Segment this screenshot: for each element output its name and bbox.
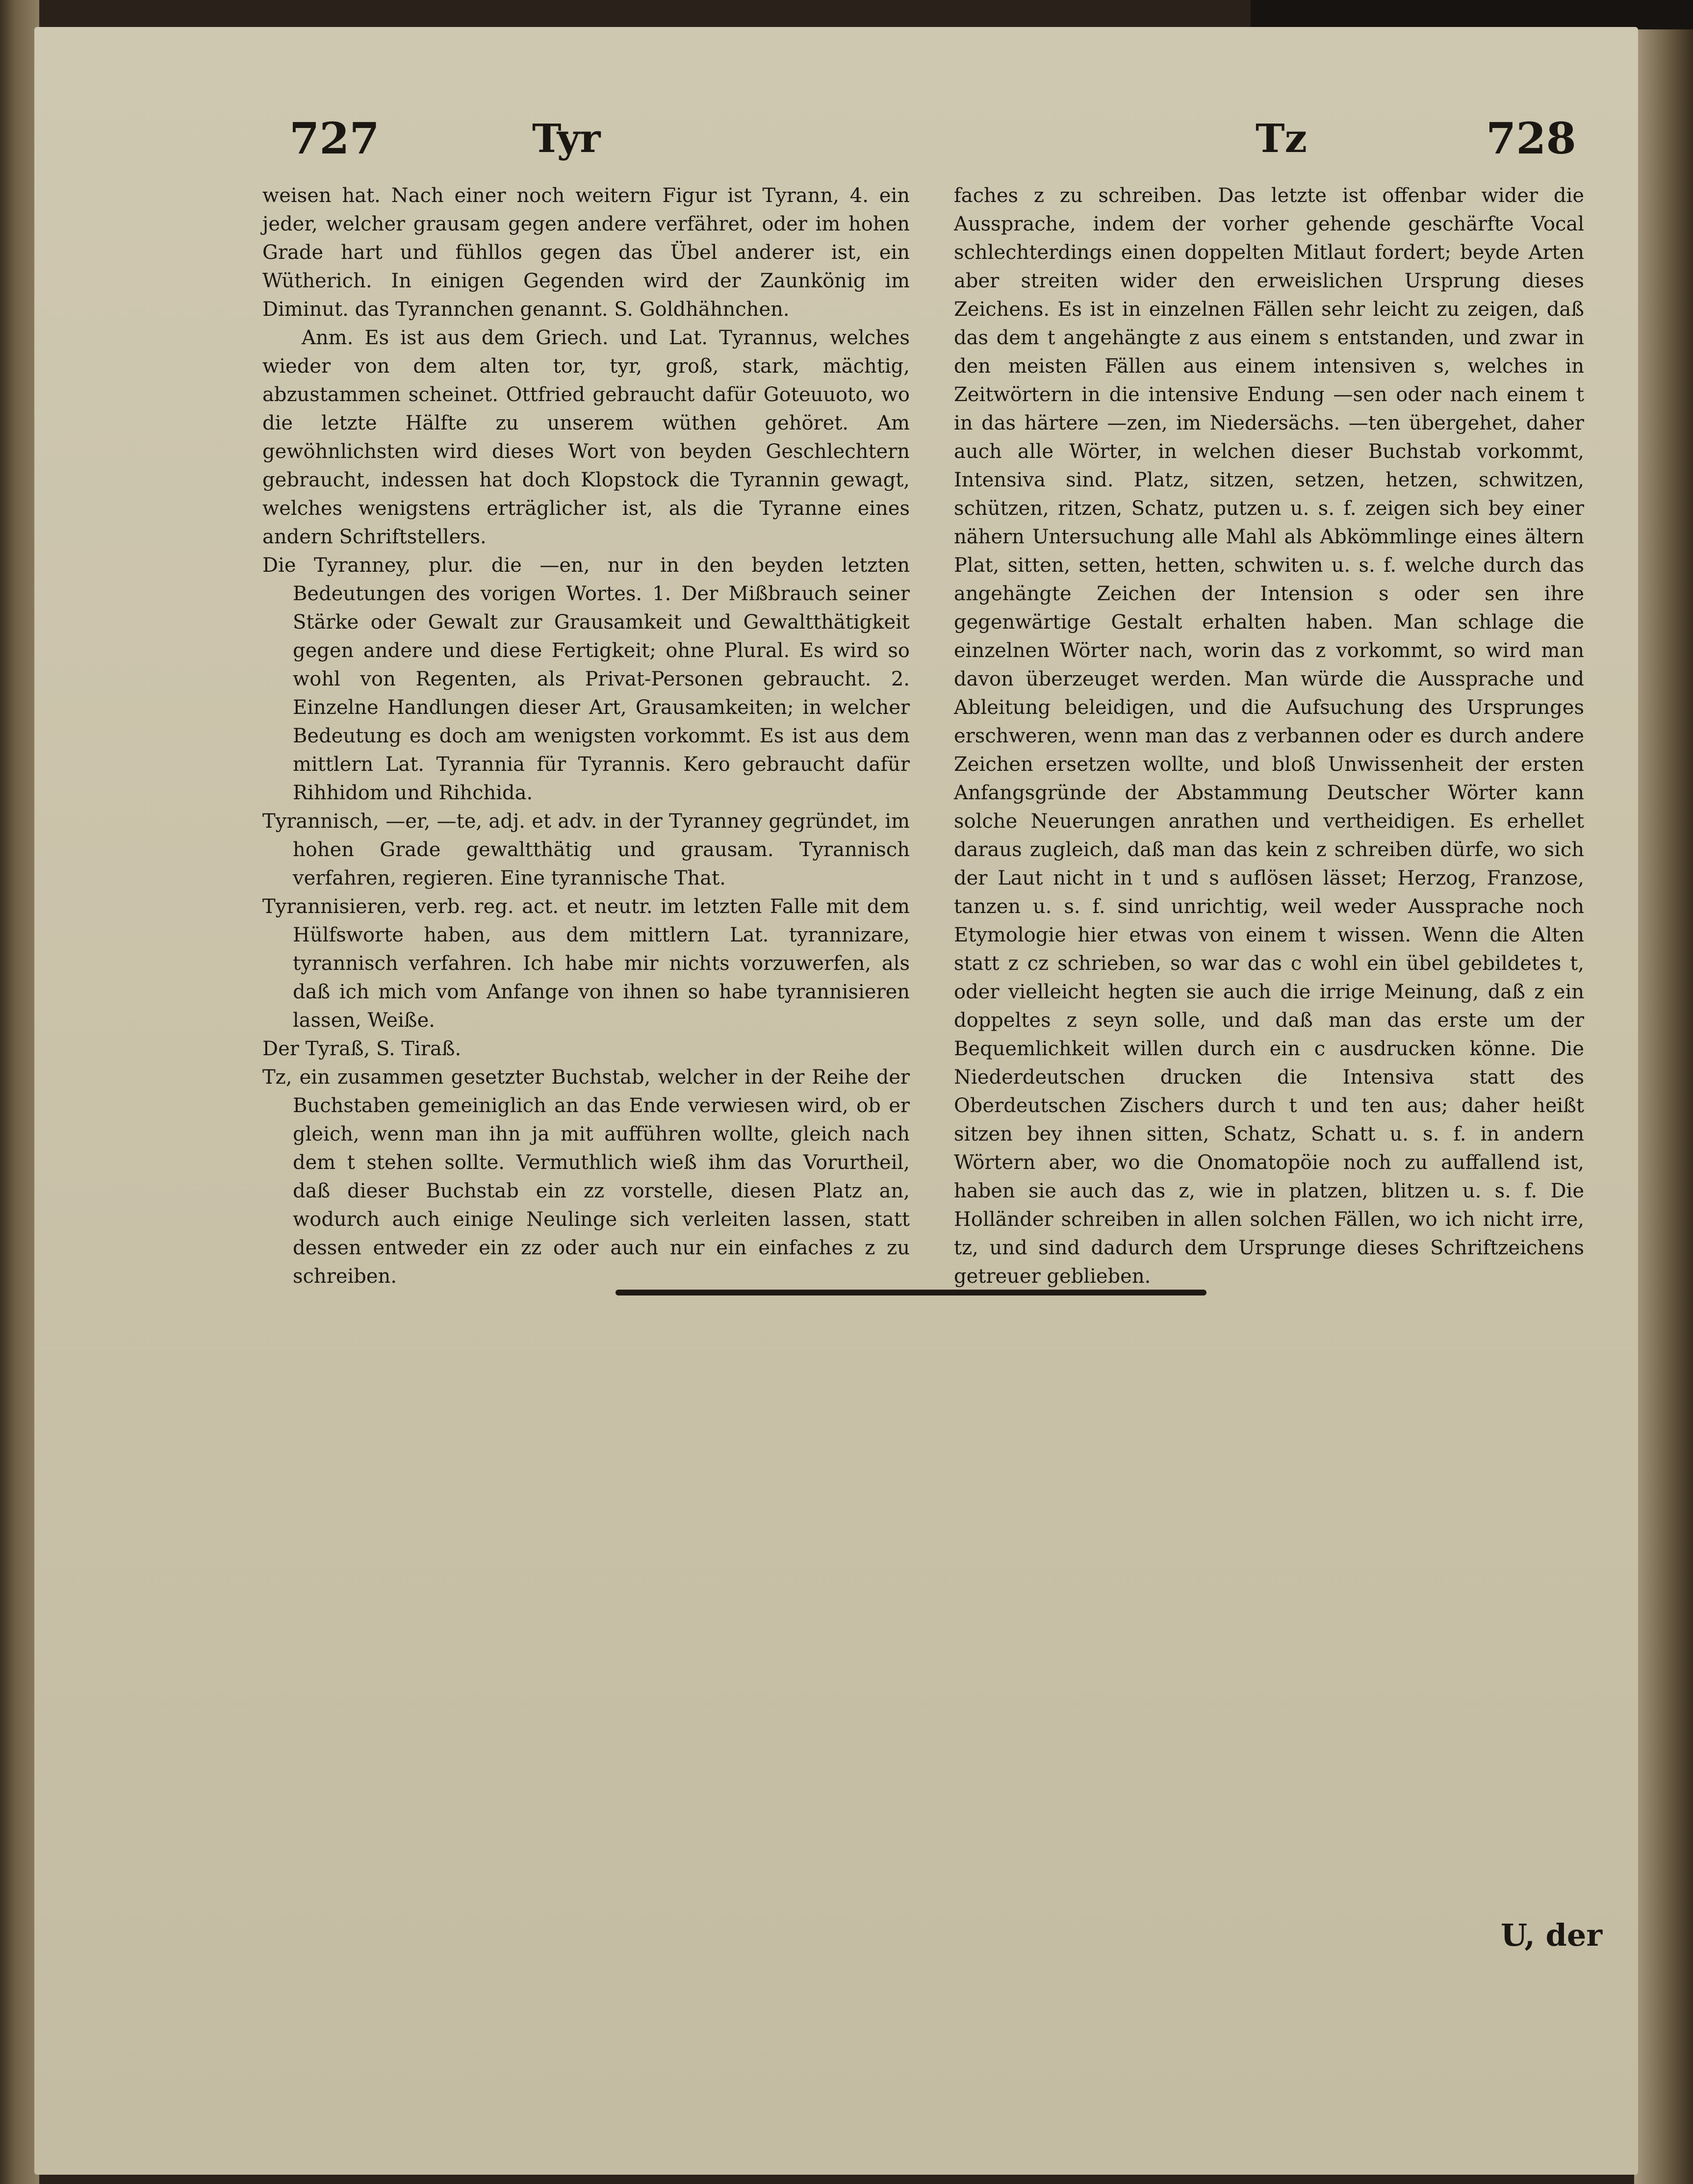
annotation-paragraph: Anm. Es ist aus dem Griech. und Lat. Tyrannus, welches wieder von dem alten tor, tyr, groß, stark, mächtig, abzustammen scheinet. Ottfried gebraucht dafür Goteuuoto, wo die letzte Hälfte zu unserem wüthen gehöret. Am gewöhnlichsten wird dieses Wort von beyden Geschlechtern gebraucht, indessen hat doch Klopstock die Tyrannin gewagt, welches wenigstens erträglicher ist, als die Tyranne eines andern Schriftstellers. xyxy=(262,327,910,548)
right-column xyxy=(954,181,1584,1291)
left-page-number: 727 xyxy=(289,113,380,164)
right-guide-word: Tz xyxy=(1256,115,1307,161)
dictionary-entry-tyranney: Die Tyranney, plur. die —en, nur in den beyden letzten Bedeutungen des vorigen Wortes. 1. Der Mißbrauch seiner Stärke oder Gewalt zur Grausamkeit und Gewaltthätigkeit gegen andere und diese Fertigkeit; ohne Plural. Es wird so wohl von Regenten, als Privat-Personen gebraucht. 2. Einzelne Handlungen dieser Art, Grausamkeiten; in welcher Bedeutung es doch am wenigsten vorkommt. Es ist aus dem mittlern Lat. Tyrannia für Tyrannis. Kero gebraucht dafür Rihhidom und Rihchida. xyxy=(262,554,910,804)
dictionary-entry-tyrannisch: Tyrannisch, —er, —te, adj. et adv. in der Tyranney gegründet, im hohen Grade gewaltthätig und grausam. Tyrannisch verfahren, regieren. Eine tyrannische That. xyxy=(262,810,910,889)
right-page-number: 728 xyxy=(1486,113,1576,164)
book-spine-left-edge xyxy=(0,0,39,2184)
section-divider-rule xyxy=(616,1290,1206,1295)
paragraph: weisen hat. Nach einer noch weitern Figur ist Tyrann, 4. ein jeder, welcher grausam gegen andere verfähret, oder im hohen Grade hart und fühllos gegen das Übel anderer ist, ein Wütherich. In einigen Gegenden wird der Zaunkönig im Diminut. das Tyrannchen genannt. S. Goldhähnchen. xyxy=(262,184,910,321)
left-guide-word: Tyr xyxy=(532,115,601,161)
catchword: U, der xyxy=(1501,1917,1603,1953)
left-column xyxy=(262,181,910,1291)
dictionary-entry-tyrannisieren: Tyrannisieren, verb. reg. act. et neutr. im letzten Falle mit dem Hülfsworte haben, aus dem mittlern Lat. tyrannizare, tyrannisch verfahren. Ich habe mir nichts vorzuwerfen, als daß ich mich vom Anfange von ihnen so habe tyrannisieren lassen, Weiße. xyxy=(262,895,910,1032)
book-page-right-edge xyxy=(1634,29,1693,2184)
dictionary-entry-tz: Tz, ein zusammen gesetzter Buchstab, welcher in der Reihe der Buchstaben gemeiniglich an das Ende verwiesen wird, ob er gleich, wenn man ihn ja mit aufführen wollte, gleich nach dem t stehen sollte. Vermuthlich wieß ihm das Vorurtheil, daß dieser Buchstab ein zz vorstelle, diesen Platz an, wodurch auch einige Neulinge sich verleiten lassen, statt dessen entweder ein zz oder auch nur ein einfaches z zu schreiben. xyxy=(262,1066,910,1288)
paragraph: faches z zu schreiben. Das letzte ist offenbar wider die Aussprache, indem der vorher gehende geschärfte Vocal schlechterdings einen doppelten Mitlaut fordert; beyde Arten aber streiten wider den erweislichen Ursprung dieses Zeichens. Es ist in einzelnen Fällen sehr leicht zu zeigen, daß das dem t angehängte z aus einem s entstanden, und zwar in den meisten Fällen aus einem intensiven s, welches in Zeitwörtern in die intensive Endung —sen oder nach einem t in das härtere —zen, im Niedersächs. —ten übergehet, daher auch alle Wörter, in welchen dieser Buchstab vorkommt, Intensiva sind. Platz, sitzen, setzen, hetzen, schwitzen, schützen, ritzen, Schatz, putzen u. s. f. zeigen sich bey einer nähern Untersuchung alle Mahl als Abkömmlinge eines ältern Plat, sitten, setten, hetten, schwiten u. s. f. welche durch das angehängte Zeichen der Intension s oder sen ihre gegenwärtige Gestalt erhalten haben. Man schlage die einzelnen Wörter nach, worin das z vorkommt, so wird man davon überzeuget werden. Man würde die Aussprache und Ableitung beleidigen, und die Aufsuchung des Ursprunges erschweren, wenn man das z verbannen oder es durch andere Zeichen ersetzen wollte, und bloß Unwissenheit der ersten Anfangsgründe der Abstammung Deutscher Wörter kann solche Neuerungen anrathen und vertheidigen. Es erhellet daraus zugleich, daß man das kein z schreiben dürfe, wo sich der Laut nicht in t und s auflösen lässet; Herzog, Franzose, tanzen u. s. f. sind unrichtig, weil weder Aussprache noch Etymologie hier etwas von einem t wissen. Wenn die Alten statt z cz schrieben, so war das c wohl ein übel gebildetes t, oder vielleicht hegten sie auch die irrige Meinung, daß z ein doppeltes z seyn solle, und daß man das erste um der Bequemlichkeit willen durch ein c ausdrucken könne. Die Niederdeutschen drucken die Intensiva statt des Oberdeutschen Zischers durch t und ten aus; daher heißt sitzen bey ihnen sitten, Schatz, Schatt u. s. f. in andern Wörtern aber, wo die Onomatopöie noch zu auffallend ist, haben sie auch das z, wie in platzen, blitzen u. s. f. Die Holländer schreiben in allen solchen Fällen, wo ich nicht irre, tz, und sind dadurch dem Ursprunge dieses Schriftzeichens getreuer geblieben. xyxy=(954,184,1584,1288)
dictionary-entry-tyrass: Der Tyraß, S. Tiraß. xyxy=(262,1038,462,1060)
scanner-top-border xyxy=(1251,0,1693,29)
